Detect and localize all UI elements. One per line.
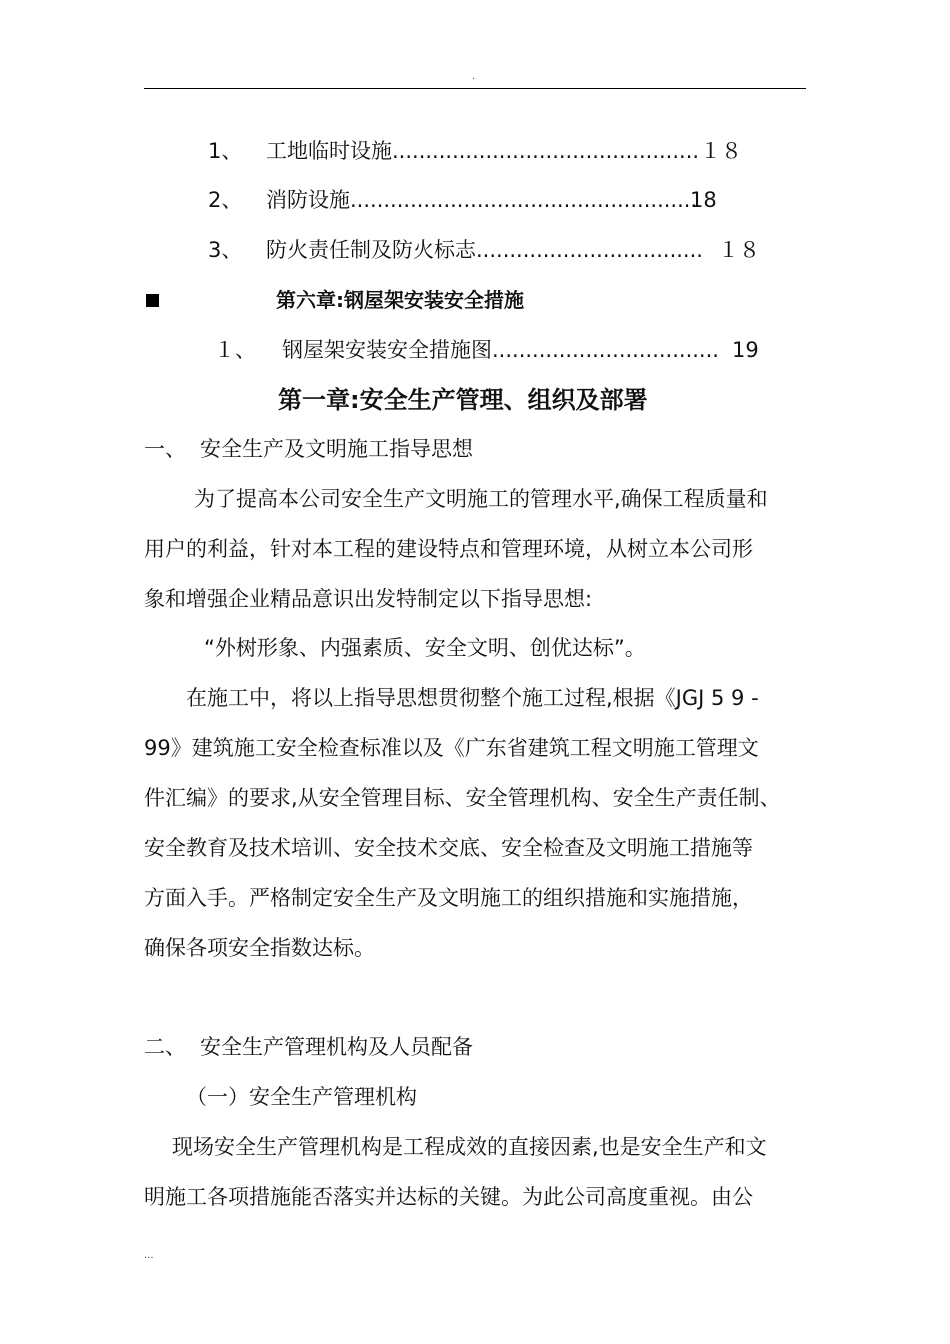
header-rule bbox=[144, 88, 806, 89]
header-dot: . bbox=[472, 71, 476, 82]
para1-line-3: 象和增强企业精品意识出发特制定以下指导思想: bbox=[144, 587, 593, 611]
toc-item-1-number: 1、 bbox=[208, 139, 243, 163]
footer-dots: ... bbox=[144, 1250, 154, 1261]
section1-number: 一、 bbox=[144, 437, 186, 461]
toc-item-1-text[interactable]: 工地临时设施.............................................. bbox=[266, 139, 700, 163]
toc-item-1-page: １８ bbox=[700, 139, 742, 163]
para1-line-2: 用户的利益，针对本工程的建设特点和管理环境，从树立本公司形 bbox=[144, 537, 753, 561]
toc-item-2-text[interactable]: 消防设施.................................................... bbox=[266, 188, 698, 212]
para1-line-1: 为了提高本公司安全生产文明施工的管理水平,确保工程质量和 bbox=[194, 487, 768, 511]
toc-item-3-number: 3、 bbox=[208, 238, 243, 262]
toc-item-2-number: 2、 bbox=[208, 188, 243, 212]
para3-line-2: 明施工各项措施能否落实并达标的关键。为此公司高度重视。由公 bbox=[144, 1185, 753, 1209]
para2-line-5: 方面入手。严格制定安全生产及文明施工的组织措施和实施措施， bbox=[144, 886, 753, 910]
para2-line-1: 在施工中，将以上指导思想贯彻整个施工过程,根据《JGJ 5 9 - bbox=[186, 686, 759, 710]
subsection1-title: （一）安全生产管理机构 bbox=[186, 1085, 417, 1109]
section2-title: 安全生产管理机构及人员配备 bbox=[200, 1035, 473, 1059]
para3-line-1: 现场安全生产管理机构是工程成效的直接因素,也是安全生产和文 bbox=[172, 1135, 767, 1159]
toc-chapter6-title[interactable]: 第六章:钢屋架安装安全措施 bbox=[276, 288, 524, 312]
toc-item-3-page: １８ bbox=[718, 238, 760, 262]
para2-line-2: 99》建筑施工安全检查标准以及《广东省建筑工程文明施工管理文 bbox=[144, 736, 759, 760]
motto-quote: “外树形象、内强素质、安全文明、创优达标”。 bbox=[204, 636, 646, 660]
section1-title: 安全生产及文明施工指导思想 bbox=[200, 437, 473, 461]
toc6-item-1-text[interactable]: 钢屋架安装安全措施图.................................. bbox=[282, 338, 719, 362]
para2-line-6: 确保各项安全指数达标。 bbox=[144, 936, 375, 960]
chapter1-title: 第一章:安全生产管理、组织及部署 bbox=[278, 386, 648, 414]
toc-item-3-text[interactable]: 防火责任制及防火标志.................................. bbox=[266, 238, 703, 262]
toc6-item-1-number: １、 bbox=[214, 338, 256, 362]
toc6-item-1-page: 19 bbox=[732, 338, 759, 362]
para2-line-4: 安全教育及技术培训、安全技术交底、安全检查及文明施工措施等 bbox=[144, 836, 753, 860]
bullet-square-icon bbox=[146, 294, 159, 307]
toc-item-2-page: 18 bbox=[690, 188, 717, 212]
section2-number: 二、 bbox=[144, 1035, 186, 1059]
para2-line-3: 件汇编》的要求,从安全管理目标、安全管理机构、安全生产责任制、 bbox=[144, 786, 781, 810]
